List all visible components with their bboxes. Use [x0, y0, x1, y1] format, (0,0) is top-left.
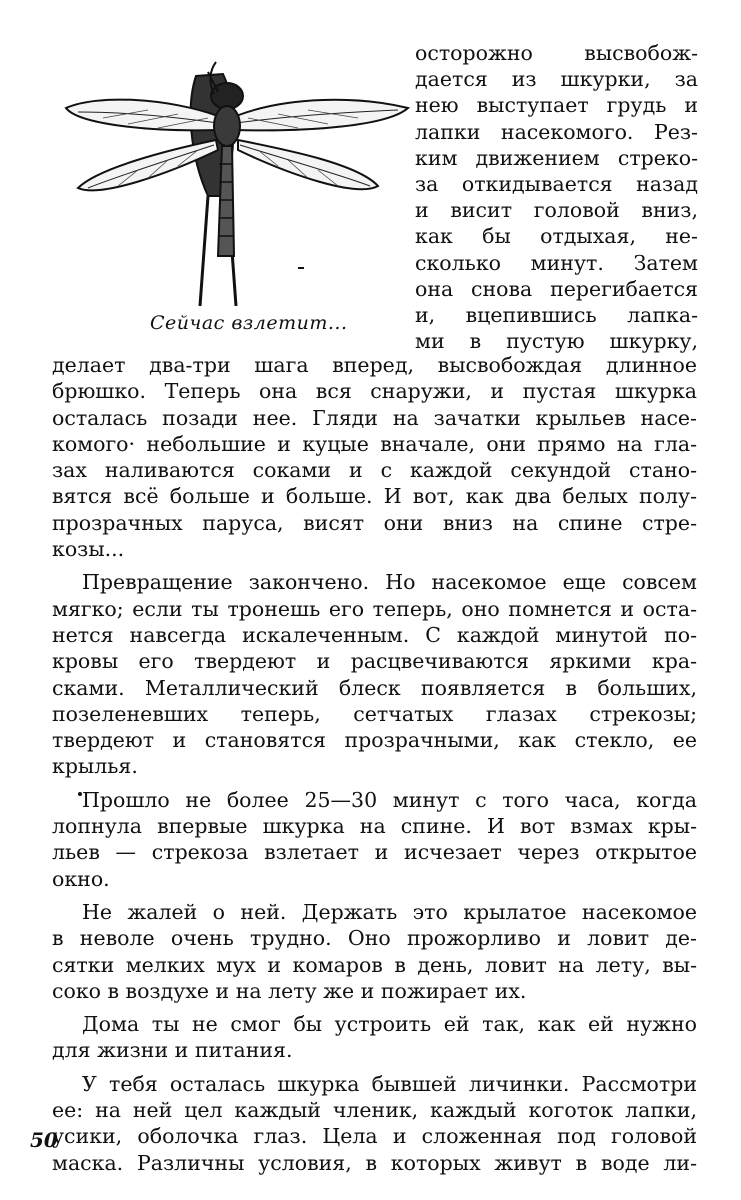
text-line: комого· небольшие и куцые вначале, они прямо на гла- — [52, 431, 697, 456]
text-line: кровы его твердеют и расцвечиваются яркими кра- — [52, 649, 697, 674]
text-line: ее: на ней цел каждый члeник, каждый коготок лапки, — [52, 1098, 697, 1123]
text-line: за откидывается назад — [415, 172, 698, 197]
text-line: лапки насекомого. Рез- — [415, 119, 698, 144]
text-line: для жизни и питания. — [52, 1038, 293, 1063]
text-line: она снова перегибается — [415, 276, 698, 301]
text-line: соко в воздухе и на лету же и пожирает их. — [52, 978, 527, 1003]
text-line: нею выступает грудь и — [415, 93, 698, 118]
text-line: сколько минут. Затем — [415, 250, 698, 275]
paragraph — [52, 1011, 697, 1064]
paragraph — [52, 569, 697, 779]
text-line: Дома ты не смог бы устроить ей так, как ей нужно — [82, 1012, 697, 1037]
text-line: и, вцепившись лапка- — [415, 303, 698, 328]
text-line: вятся всё больше и больше. И вот, как два белых полу- — [52, 484, 697, 509]
text-line: прозрачных паруса, висят они вниз на спине стре- — [52, 510, 697, 535]
text-line: маска. Различны условия, в которых живут в воде ли- — [52, 1150, 697, 1175]
page-number: 50 — [30, 1128, 58, 1152]
text-line: лопнула впервые шкурка на спине. И вот взмах кры- — [52, 814, 697, 839]
text-line: как бы отдыхая, не- — [415, 224, 698, 249]
text-line: дается из шкурки, за — [415, 67, 698, 92]
text-line: Прошло не более 25—30 минут с того часа, когда — [82, 787, 697, 812]
text-line: брюшко. Теперь она вся снаружи, и пустая шкурка — [52, 379, 697, 404]
text-line: мягко; если ты тронешь его теперь, оно помнется и оста- — [52, 596, 697, 621]
text-line: окно. — [52, 866, 110, 891]
text-line: сятки мелких мух и комаров в день, ловит на лету, вы- — [52, 952, 697, 977]
paragraph — [52, 1071, 697, 1176]
illustration-caption: Сейчас взлетит... — [150, 312, 348, 334]
text-line: сками. Металлический блеск появляется в больших, — [52, 675, 697, 700]
text-line: усики, оболочка глаз. Цела и сложенная под головой — [52, 1124, 697, 1149]
text-line: ми в пустую шкурку, — [415, 329, 698, 354]
text-line: и висит головой вниз, — [415, 198, 698, 223]
text-line: осталась позади нее. Гляди на зачатки крыльев насе- — [52, 405, 697, 430]
text-line: ким движением стреко- — [415, 145, 698, 170]
text-line: в неволе очень трудно. Оно прожорливо и ловит де- — [52, 926, 697, 951]
dragonfly-figure — [58, 46, 414, 346]
dragonfly-illustration — [58, 46, 414, 306]
text-line: нется навсегда искалеченным. С каждой минутой по- — [52, 622, 697, 647]
text-line: У тебя осталась шкурка бывшей личинки. Рассмотри — [82, 1071, 697, 1096]
text-line: Превращение закончено. Но насекомое еще совсем — [82, 570, 697, 595]
print-speck — [78, 792, 82, 796]
main-text — [52, 352, 697, 1183]
text-line: позеленевших теперь, сетчатых глазах стрекозы; — [52, 701, 697, 726]
paragraph — [52, 787, 697, 892]
paragraph — [52, 899, 697, 1004]
text-line: льев — стрекоза взлетает и исчезает через открытое — [52, 840, 697, 865]
text-line: крылья. — [52, 754, 138, 779]
text-line: зах наливаются соками и с каждой секундой стано- — [52, 458, 697, 483]
text-line: Не жалей о ней. Держать это крылатое насекомое — [82, 899, 697, 924]
paragraph — [52, 352, 697, 562]
text-line: делает два-три шага вперед, высвобождая длинное — [52, 353, 697, 377]
text-line: козы... — [52, 537, 125, 562]
side-column-text — [415, 40, 698, 354]
text-line: твердеют и становятся прозрачными, как стекло, ее — [52, 728, 697, 753]
text-line: осторожно высвобож- — [415, 41, 698, 65]
